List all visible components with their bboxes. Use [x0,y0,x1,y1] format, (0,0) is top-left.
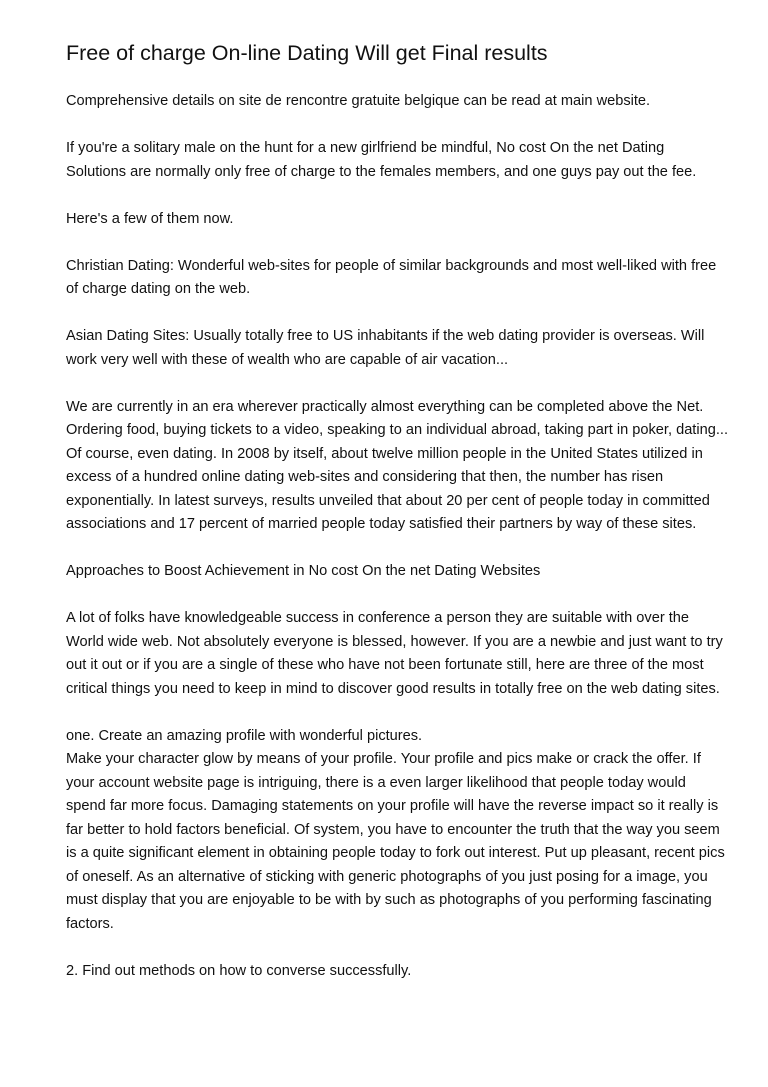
paragraph-few-of-them: Here's a few of them now. [66,210,234,227]
paragraph-lot-of-folks: A lot of folks have knowledgeable success in conference a person they are suitable with over the World wide web. Not absolutely everyone is blessed, however. If you are a newbie and just want to try out it out or if you are a single of these who have not been fortunate still, here are three of the most critical things you need to keep in mind to discover good results in totally free on the web dating sites. [66,610,723,697]
list-item-one-heading: one. Create an amazing profile with wonderful pictures. [66,727,423,744]
paragraph-intro: Comprehensive details on site de rencontre gratuite belgique can be read at main website. [66,93,651,109]
paragraph-character-glow: Make your character glow by means of your profile. Your profile and pics make or crack the offer. If your account website page is intriguing, there is a even larger likelihood that people today would spend far more focus. Damaging statements on your profile will have the reverse impact so it really is far better to hold factors beneficial. Of system, you have to encounter the truth that the way you seem is a quite significant element in obtaining people today to fork out interest. Put up pleasant, recent pics of oneself. As an alternative of sticking with generic photographs of you just posing for a image, you must display that you are enjoyable to be with by such as photographs of you performing fascinating factors. [66,751,725,932]
paragraph-solitary-male: If you're a solitary male on the hunt for a new girlfriend be mindful, No cost On the net Dating Solutions are normally only free of charge to the females members, and one guys pay out the fee. [66,140,697,180]
page-title: Free of charge On-line Dating Will get Final results [66,41,548,65]
section-heading-approaches: Approaches to Boost Achievement in No cost On the net Dating Websites [66,563,541,579]
paragraph-era: We are currently in an era wherever practically almost everything can be completed above the Net. Ordering food, buying tickets to a video, speaking to an individual abroad, taking part in poker, dating... Of course, even dating. In 2008 by itself, about twelve million people in the United States utilized in excess of a hundred online dating web-sites and considering that then, the number has risen exponentially. In latest surveys, results unveiled that about 20 per cent of people today in committed associations and 17 percent of married people today satisfied their partners by way of these sites. [66,398,728,532]
paragraph-asian-dating: Asian Dating Sites: Usually totally free to US inhabitants if the web dating provider is overseas. Will work very well with these of wealth who are capable of air vacation... [66,328,705,368]
paragraph-christian-dating: Christian Dating: Wonderful web-sites for people of similar backgrounds and most well-liked with free of charge dating on the web. [66,257,717,297]
list-item-two-heading: 2. Find out methods on how to converse successfully. [66,962,412,979]
